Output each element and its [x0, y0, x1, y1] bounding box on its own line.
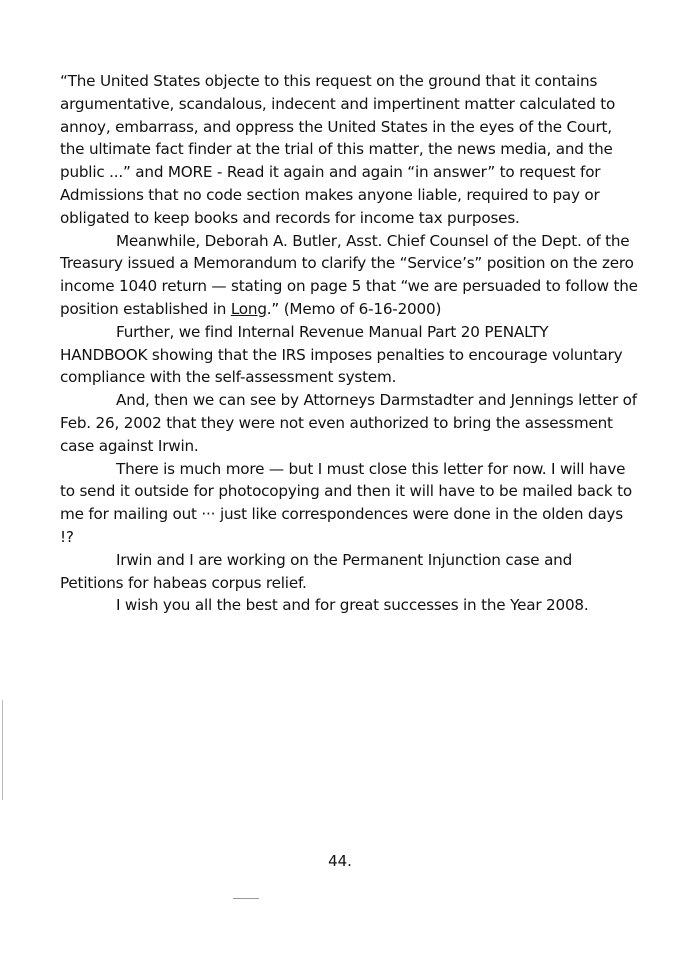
paragraph-penalty-handbook: Further, we find Internal Revenue Manual Part 20 PENALTY HANDBOOK showing that the IRS imposes penalties to encourage voluntary compliance with the self-assessment system. [60, 322, 623, 387]
paragraph-memorandum [60, 230, 640, 321]
paragraph-quote: “The United States objecte to this request on the ground that it contains argumentative, scandalous, indecent and impertinent matter calculated to annoy, embarrass, and oppress the United States in the eyes of the Court, the ultimate fact finder at the trial of this matter, the news media, and the public ...” and MORE - Read it again and again “in answer” to request for Admissions that no code section makes anyone liable, required to pay or obligated to keep books and records for income tax purposes. [60, 72, 616, 227]
letter-body [60, 70, 640, 617]
memorandum-citation: .” (Memo of 6-16-2000) [266, 299, 442, 318]
paragraph-closing: There is much more — but I must close this letter for now. I will have to send it outside for photocopying and then it will have to be mailed back to me for mailing out ··· just like correspondences were done in the olden days !? [60, 459, 632, 546]
left-margin-mark [2, 700, 3, 800]
footer-line [233, 898, 259, 899]
page-number: 44. [328, 852, 352, 870]
paragraph-attorneys-letter: And, then we can see by Attorneys Darmstadter and Jennings letter of Feb. 26, 2002 that they were not even authorized to bring the assessment case against Irwin. [60, 391, 637, 455]
case-name-long: Long [230, 299, 267, 318]
paragraph-wishes: I wish you all the best and for great successes in the Year 2008. [116, 596, 589, 615]
memorandum-text: Meanwhile, Deborah A. Butler, Asst. Chief Counsel of the Dept. of the Treasury issued a Memorandum to clarify the “Service’s” position on the zero income 1040 return — stating on page 5 that “we are persuaded to follow the position established in [60, 231, 638, 318]
paragraph-injunction: Irwin and I are working on the Permanent Injunction case and Petitions for habeas corpus relief. [60, 550, 573, 592]
